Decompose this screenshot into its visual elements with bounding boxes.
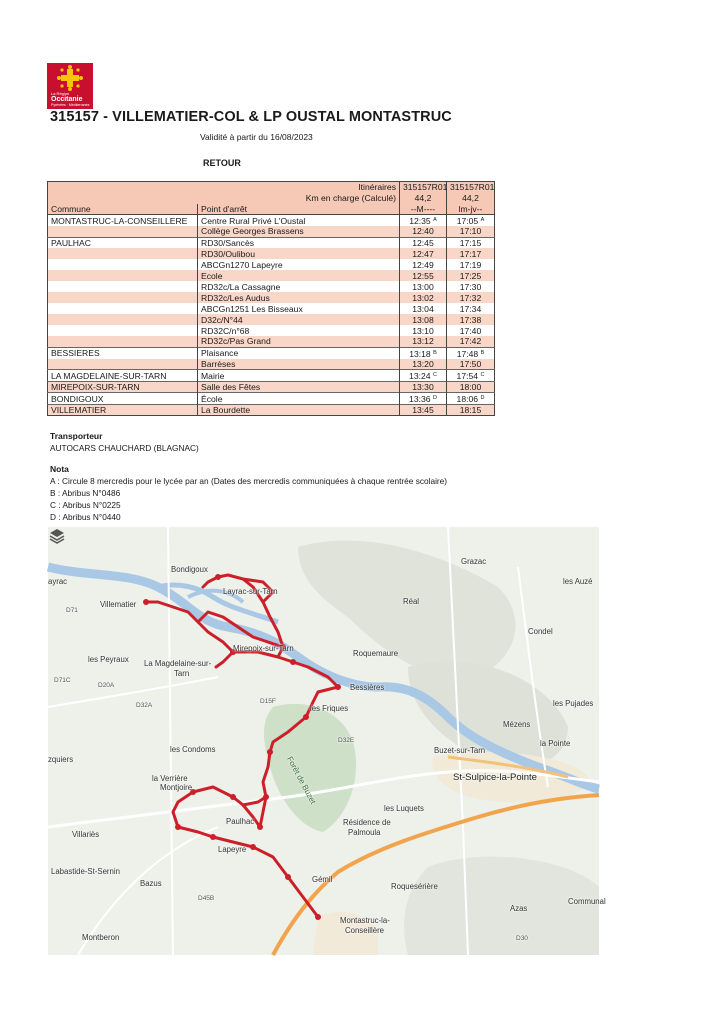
time-value: 13:30 bbox=[412, 382, 434, 392]
time-cell-1 bbox=[400, 248, 447, 259]
time-value: 17:40 bbox=[459, 325, 482, 336]
time-value: 13:20 bbox=[412, 358, 434, 369]
nota-line: A : Circule 8 mercredis pour le lycée par an (Dates des mercredis communiquées à chaque rentrée scolaire) bbox=[50, 476, 448, 486]
time-cell-1 bbox=[400, 237, 447, 248]
time-value: 13:36 bbox=[409, 394, 431, 404]
timetable-row bbox=[48, 314, 495, 325]
map-label: les Condoms bbox=[170, 745, 216, 754]
map-label: D32E bbox=[338, 737, 355, 744]
time-cell-2 bbox=[447, 303, 495, 314]
timetable-row bbox=[48, 215, 495, 227]
time-value: 17:50 bbox=[459, 358, 482, 369]
commune-cell: BESSIERES bbox=[48, 347, 198, 359]
commune-cell: VILLEMATIER bbox=[48, 405, 198, 416]
map-label: les Pujades bbox=[553, 699, 594, 708]
stop-cell: ABCGn1251 Les Bisseaux bbox=[198, 303, 400, 314]
time-cell-2 bbox=[447, 393, 495, 405]
map-label: D71C bbox=[54, 677, 71, 684]
timetable-row bbox=[48, 259, 495, 270]
time-value: 17:32 bbox=[459, 292, 482, 303]
map-label: Mirepoix-sur-Tarn bbox=[233, 644, 294, 653]
map-label: Roquemaure bbox=[353, 649, 399, 658]
time-value: 12:45 bbox=[412, 237, 434, 248]
nota-line: B : Abribus N°0486 bbox=[50, 488, 121, 498]
note-marker: B bbox=[480, 349, 485, 356]
note-marker: A bbox=[433, 217, 437, 223]
map-label: St-Sulpice-la-Pointe bbox=[453, 772, 537, 783]
map-label: D45B bbox=[198, 895, 215, 902]
commune-cell bbox=[48, 226, 198, 237]
time-cell-1 bbox=[400, 259, 447, 270]
time-cell-1 bbox=[400, 314, 447, 325]
transporteur-name: AUTOCARS CHAUCHARD (BLAGNAC) bbox=[50, 443, 199, 453]
route-map[interactable] bbox=[48, 527, 606, 955]
header-row-itineraires bbox=[48, 182, 495, 193]
stop-cell: RD32C/n°68 bbox=[198, 325, 400, 336]
time-cell-2 bbox=[447, 270, 495, 281]
time-cell-2 bbox=[447, 259, 495, 270]
map-label: les Peyraux bbox=[88, 655, 129, 664]
validity-date: Validité à partir du 16/08/2023 bbox=[200, 132, 313, 142]
timetable-row bbox=[48, 405, 495, 416]
time-value: 17:38 bbox=[459, 314, 482, 325]
time-value: 17:19 bbox=[459, 259, 482, 270]
time-cell-2 bbox=[447, 336, 495, 347]
timetable bbox=[47, 181, 495, 416]
map-label: Gémil bbox=[312, 875, 333, 884]
map-label: Forêt de Buzet bbox=[285, 755, 318, 806]
time-value: 13:02 bbox=[412, 292, 434, 303]
time-value: 13:10 bbox=[412, 325, 434, 336]
time-cell-2 bbox=[447, 405, 495, 416]
map-label: Villariès bbox=[72, 830, 100, 839]
time-value: 13:12 bbox=[412, 336, 434, 347]
time-value: 13:18 bbox=[409, 348, 431, 359]
timetable-row bbox=[48, 303, 495, 314]
map-label: Bessières bbox=[350, 683, 385, 692]
days-value-2: lm-jv-- bbox=[447, 204, 495, 215]
commune-cell bbox=[48, 325, 198, 336]
time-cell-2 bbox=[447, 382, 495, 393]
commune-cell: PAULHAC bbox=[48, 237, 198, 248]
route-code-1: 315157R01 bbox=[400, 182, 447, 193]
time-cell-1 bbox=[400, 336, 447, 347]
km-value-1: 44,2 bbox=[400, 193, 447, 204]
time-cell-1 bbox=[400, 270, 447, 281]
note-marker: C bbox=[480, 372, 485, 378]
map-label: Résidence de bbox=[343, 818, 391, 827]
commune-header: Commune bbox=[48, 204, 198, 215]
map-label: Villematier bbox=[100, 600, 137, 609]
map-label: Azas bbox=[510, 904, 528, 913]
time-value: 18:00 bbox=[459, 382, 482, 392]
time-cell-1 bbox=[400, 370, 447, 382]
timetable-row bbox=[48, 347, 495, 359]
route-code-2: 315157R01 bbox=[447, 182, 495, 193]
map-canvas bbox=[48, 527, 599, 955]
note-marker: A bbox=[480, 217, 485, 223]
nota-line: D : Abribus N°0440 bbox=[50, 512, 121, 522]
time-cell-1 bbox=[400, 325, 447, 336]
commune-cell: MONTASTRUC-LA-CONSEILLERE bbox=[51, 215, 188, 226]
commune-cell bbox=[48, 336, 198, 347]
time-cell-2 bbox=[447, 237, 495, 248]
logo-sub: La Région bbox=[51, 91, 70, 96]
transporteur-heading: Transporteur bbox=[50, 431, 103, 441]
map-label: zquiers bbox=[48, 755, 74, 764]
timetable-row bbox=[48, 248, 495, 259]
timetable-row bbox=[48, 393, 495, 405]
map-label: Communal bbox=[568, 897, 606, 906]
time-value: 13:45 bbox=[412, 405, 434, 415]
map-label: Bazus bbox=[140, 879, 162, 888]
logo-main: Occitanie bbox=[51, 96, 83, 103]
time-cell-1 bbox=[400, 382, 447, 393]
time-cell-1 bbox=[400, 347, 447, 359]
map-label: Layrac-sur-Tarn bbox=[223, 587, 278, 596]
stop-cell: École bbox=[198, 393, 400, 405]
stop-cell: Ecole bbox=[198, 270, 400, 281]
logo-tag: Pyrénées · Méditerranée bbox=[51, 103, 90, 107]
map-label: D71 bbox=[66, 607, 78, 614]
time-value: 17:42 bbox=[459, 336, 482, 347]
time-cell-1 bbox=[400, 405, 447, 416]
time-value: 12:55 bbox=[412, 270, 434, 281]
commune-cell bbox=[48, 359, 198, 370]
time-value: 17:34 bbox=[459, 303, 482, 314]
time-value: 18:15 bbox=[459, 405, 482, 415]
time-value: 13:00 bbox=[412, 281, 434, 292]
map-label: Réal bbox=[403, 597, 420, 606]
stop-cell: RD30/Sancès bbox=[198, 237, 400, 248]
map-label: D30 bbox=[516, 935, 528, 942]
map-label: Tarn bbox=[174, 669, 190, 678]
time-value: 12:35 bbox=[409, 216, 431, 226]
map-label: la Pointe bbox=[540, 739, 571, 748]
forest-area bbox=[264, 704, 356, 832]
time-cell-2 bbox=[447, 359, 495, 370]
map-label: la Verrière bbox=[152, 774, 188, 783]
stop-cell: Plaisance bbox=[198, 347, 400, 359]
stop-cell: RD32c/Pas Grand bbox=[198, 336, 400, 347]
timetable-row bbox=[48, 370, 495, 382]
stop-cell: Barrèses bbox=[198, 359, 400, 370]
timetable-row bbox=[48, 270, 495, 281]
time-cell-2 bbox=[447, 226, 495, 237]
timetable-row bbox=[48, 359, 495, 370]
time-value: 17:48 bbox=[456, 348, 479, 359]
timetable-row bbox=[48, 226, 495, 237]
commune-cell bbox=[48, 248, 198, 259]
time-cell-1 bbox=[400, 303, 447, 314]
commune-cell bbox=[48, 281, 198, 292]
stop-cell: RD32c/Les Audus bbox=[198, 292, 400, 303]
map-label: les Auzé bbox=[563, 577, 593, 586]
map-label: Labastide-St-Sernin bbox=[51, 867, 120, 876]
time-cell-1 bbox=[400, 292, 447, 303]
time-cell-1 bbox=[400, 281, 447, 292]
note-marker: B bbox=[433, 349, 437, 356]
map-label: Palmoula bbox=[348, 828, 381, 837]
nota-heading: Nota bbox=[50, 464, 69, 474]
time-cell-1 bbox=[400, 393, 447, 405]
time-value: 18:06 bbox=[456, 394, 479, 404]
time-value: 12:40 bbox=[412, 226, 434, 237]
stop-cell: Mairie bbox=[198, 370, 400, 382]
map-label: Buzet-sur-Tarn bbox=[434, 746, 486, 755]
commune-cell bbox=[48, 292, 198, 303]
stop-cell: RD30/Oulibou bbox=[198, 248, 400, 259]
time-cell-1 bbox=[400, 226, 447, 237]
stop-header: Point d'arrêt bbox=[198, 204, 400, 215]
map-label: Montastruc-la- bbox=[340, 916, 390, 925]
stop-cell: La Bourdette bbox=[198, 405, 400, 416]
timetable-row bbox=[48, 336, 495, 347]
note-marker: C bbox=[432, 372, 437, 378]
commune-cell bbox=[48, 259, 198, 270]
time-cell-1 bbox=[400, 215, 447, 227]
time-value: 17:05 bbox=[456, 216, 479, 226]
region-logo bbox=[47, 63, 93, 109]
time-cell-2 bbox=[447, 292, 495, 303]
map-label: les Luquets bbox=[384, 804, 424, 813]
commune-cell bbox=[48, 303, 198, 314]
time-value: 12:49 bbox=[412, 259, 434, 270]
map-label: Condel bbox=[528, 627, 553, 636]
header-row-km bbox=[48, 193, 495, 204]
time-cell-2 bbox=[447, 215, 495, 227]
stop-cell: Collège Georges Brassens bbox=[198, 226, 400, 237]
map-label: Paulhac bbox=[226, 817, 255, 826]
header-row-columns bbox=[48, 204, 495, 215]
map-label: Bondigoux bbox=[171, 565, 208, 574]
map-label: D32A bbox=[136, 702, 153, 709]
stop-cell: D32c/N°44 bbox=[198, 314, 400, 325]
map-label: Montjoire bbox=[160, 783, 193, 792]
time-cell-2 bbox=[447, 347, 495, 359]
stop-cell: Centre Rural Privé L'Oustal bbox=[198, 215, 400, 227]
stop-cell: ABCGn1270 Lapeyre bbox=[198, 259, 400, 270]
map-label: Grazac bbox=[461, 557, 487, 566]
stop-cell: RD32c/La Cassagne bbox=[198, 281, 400, 292]
time-cell-2 bbox=[447, 325, 495, 336]
km-value-2: 44,2 bbox=[447, 193, 495, 204]
time-value: 17:54 bbox=[456, 371, 479, 381]
nota-line: C : Abribus N°0225 bbox=[50, 500, 121, 510]
timetable-row bbox=[48, 325, 495, 336]
layers-icon[interactable] bbox=[48, 527, 66, 545]
commune-cell: BONDIGOUX bbox=[48, 393, 198, 405]
note-marker: D bbox=[432, 395, 437, 401]
map-label: Montberon bbox=[82, 933, 120, 942]
timetable-row bbox=[48, 382, 495, 393]
note-marker: D bbox=[480, 395, 485, 401]
time-cell-2 bbox=[447, 248, 495, 259]
itineraires-label: Itinéraires bbox=[198, 182, 400, 193]
time-value: 17:30 bbox=[459, 281, 482, 292]
commune-cell bbox=[48, 270, 198, 281]
commune-cell: LA MAGDELAINE-SUR-TARN bbox=[48, 370, 198, 382]
page-title: 315157 - VILLEMATIER-COL & LP OUSTAL MONTASTRUC bbox=[50, 109, 452, 125]
time-value: 13:04 bbox=[412, 303, 434, 314]
days-value-1: --M---- bbox=[400, 204, 447, 215]
commune-cell: MIREPOIX-SUR-TARN bbox=[48, 382, 198, 393]
occitan-cross-icon bbox=[47, 63, 93, 93]
map-label: Conseillère bbox=[345, 926, 385, 935]
map-label: La Magdelaine-sur- bbox=[144, 659, 212, 668]
map-label: Roquesérière bbox=[391, 882, 438, 891]
time-value: 12:47 bbox=[412, 248, 434, 259]
time-value: 13:08 bbox=[412, 314, 434, 325]
time-value: 17:10 bbox=[459, 226, 482, 237]
km-label: Km en charge (Calculé) bbox=[198, 193, 400, 204]
time-value: 17:25 bbox=[459, 270, 482, 281]
time-value: 17:17 bbox=[459, 248, 482, 259]
time-value: 13:24 bbox=[409, 371, 431, 381]
map-label: D15F bbox=[260, 698, 276, 705]
map-label: Mézens bbox=[503, 720, 531, 729]
time-cell-2 bbox=[447, 281, 495, 292]
map-label: D20A bbox=[98, 682, 115, 689]
commune-cell bbox=[48, 314, 198, 325]
map-label: Lapeyre bbox=[218, 845, 247, 854]
timetable-row bbox=[48, 292, 495, 303]
direction-label: RETOUR bbox=[203, 158, 241, 168]
map-label: les Friques bbox=[310, 704, 349, 713]
timetable-row bbox=[48, 237, 495, 248]
time-cell-2 bbox=[447, 314, 495, 325]
time-cell-1 bbox=[400, 359, 447, 370]
stop-cell: Salle des Fêtes bbox=[198, 382, 400, 393]
time-cell-2 bbox=[447, 370, 495, 382]
time-value: 17:15 bbox=[459, 237, 482, 248]
map-label: ayrac bbox=[48, 577, 68, 586]
timetable-row bbox=[48, 281, 495, 292]
